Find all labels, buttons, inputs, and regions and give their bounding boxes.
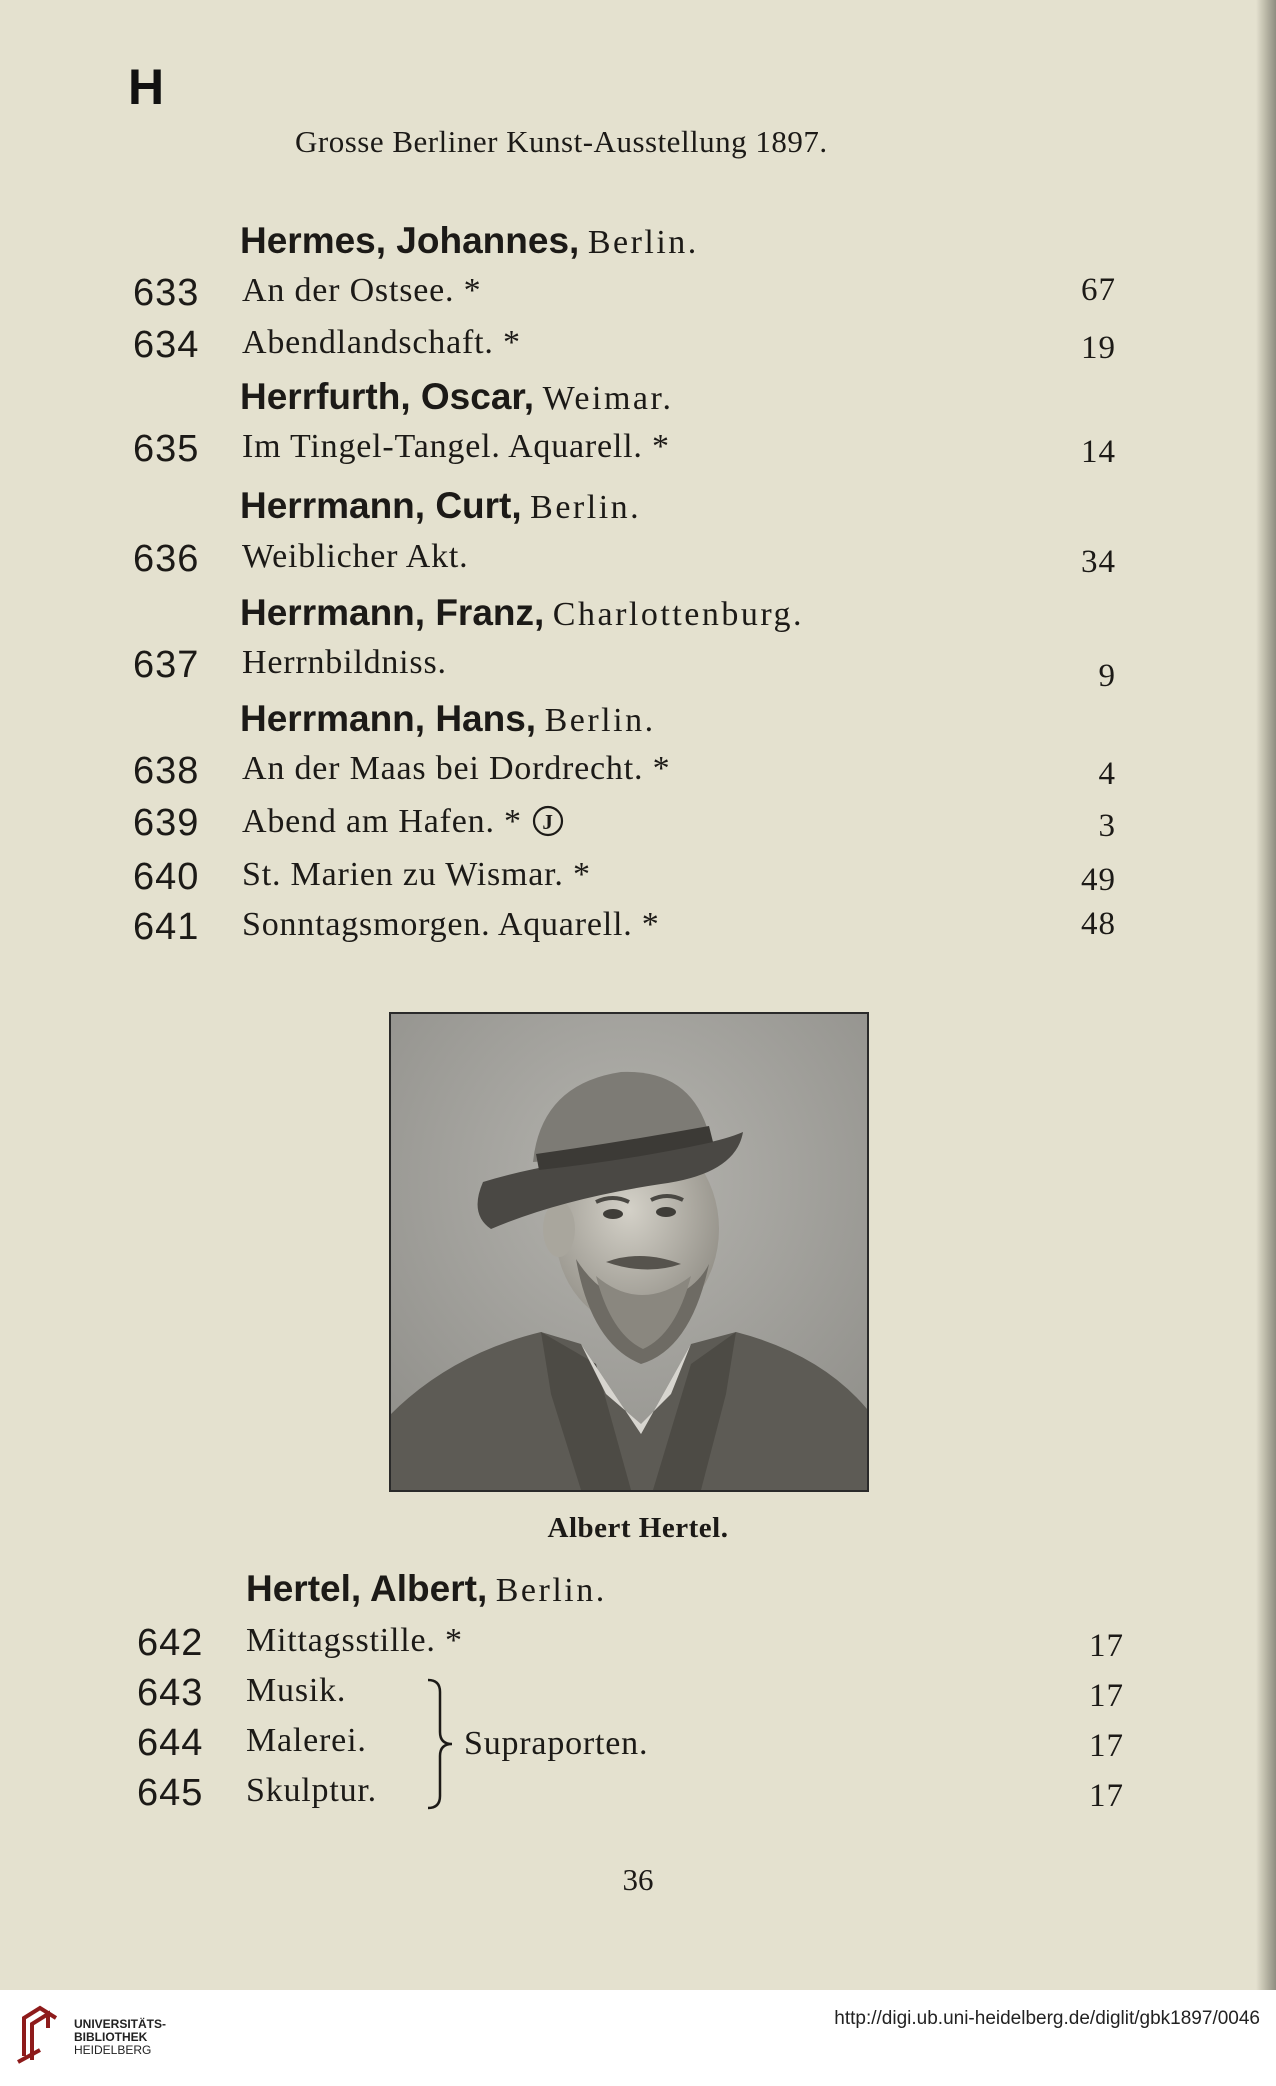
work-title: St. Marien zu Wismar. * xyxy=(242,856,591,893)
work-title: Malerei. xyxy=(246,1722,367,1759)
artist-name: Herrmann, Curt, xyxy=(240,485,522,526)
artist-name: Hertel, Albert, xyxy=(246,1568,488,1609)
artist-city: Charlottenburg. xyxy=(552,596,805,633)
plate-number: 17 xyxy=(1089,1628,1124,1664)
library-name-line: UNIVERSITÄTS- xyxy=(74,2017,167,2031)
artist-city: Berlin. xyxy=(530,489,642,526)
catalogue-number: 637 xyxy=(133,644,200,686)
plate-number: 48 xyxy=(1081,906,1116,942)
portrait-illustration xyxy=(391,1014,867,1490)
jury-mark-letter: J xyxy=(542,810,554,834)
library-name-line: BIBLIOTHEK xyxy=(74,2030,148,2044)
catalogue-entry xyxy=(0,804,1276,856)
page-number: 36 xyxy=(622,1862,654,1897)
work-title-text: Abend am Hafen. * xyxy=(242,803,522,840)
catalogue-number: 641 xyxy=(133,906,200,948)
brace-icon xyxy=(424,1678,458,1810)
plate-number: 4 xyxy=(1098,756,1116,792)
work-title: Skulptur. xyxy=(246,1772,377,1809)
work-title: Mittagsstille. * xyxy=(246,1622,463,1659)
plate-number: 49 xyxy=(1081,862,1116,898)
plate-number: 3 xyxy=(1098,808,1116,844)
catalogue-entry xyxy=(0,326,1276,378)
artist-heading xyxy=(0,222,1276,274)
catalogue-number: 640 xyxy=(133,856,200,898)
catalogue-number: 643 xyxy=(137,1672,204,1714)
catalogue-entry xyxy=(0,908,1276,960)
plate-number: 17 xyxy=(1089,1728,1124,1764)
artist-heading xyxy=(0,1570,1276,1622)
catalogue-entry xyxy=(0,1774,1276,1826)
artist-heading xyxy=(0,700,1276,752)
artist-city: Berlin. xyxy=(544,702,656,739)
library-logo-icon xyxy=(14,2004,64,2066)
catalogue-number: 642 xyxy=(137,1622,204,1664)
work-title xyxy=(242,804,565,839)
running-head: Grosse Berliner Kunst-Ausstellung 1897. xyxy=(295,124,828,159)
work-title: Herrnbildniss. xyxy=(242,644,447,681)
plate-number: 14 xyxy=(1081,434,1116,470)
catalogue-entry xyxy=(0,1674,1276,1726)
catalogue-entry xyxy=(0,274,1276,326)
work-title: Abendlandschaft. * xyxy=(242,324,521,361)
artist-name: Herrfurth, Oscar, xyxy=(240,376,535,417)
artist-heading xyxy=(0,378,1276,430)
work-title: Musik. xyxy=(246,1672,347,1709)
catalogue-entry xyxy=(0,752,1276,804)
work-title: Weiblicher Akt. xyxy=(242,538,469,575)
plate-number: 67 xyxy=(1081,272,1116,308)
portrait-photo xyxy=(389,1012,869,1492)
brace-group-label: Supraporten. xyxy=(464,1725,649,1762)
register-letter: H xyxy=(128,59,165,115)
digitization-footer xyxy=(0,1990,1276,2086)
artist-name: Herrmann, Hans, xyxy=(240,698,537,739)
artist-name: Herrmann, Franz, xyxy=(240,592,545,633)
artist-name: Hermes, Johannes, xyxy=(240,220,580,261)
catalogue-entry xyxy=(0,646,1276,698)
catalogue-number: 638 xyxy=(133,750,200,792)
work-title: An der Maas bei Dordrecht. * xyxy=(242,750,671,787)
work-title: Sonntagsmorgen. Aquarell. * xyxy=(242,906,660,943)
catalogue-entry xyxy=(0,858,1276,910)
catalogue-number: 645 xyxy=(137,1772,204,1814)
jury-mark-icon xyxy=(531,804,565,838)
plate-number: 17 xyxy=(1089,1778,1124,1814)
artist-heading xyxy=(0,594,1276,646)
catalogue-number: 634 xyxy=(133,324,200,366)
source-url-link[interactable]: http://digi.ub.uni-heidelberg.de/diglit/gbk1897/0046 xyxy=(834,2008,1260,2029)
library-name-line: HEIDELBERG xyxy=(74,2043,152,2057)
artist-city: Berlin. xyxy=(495,1572,607,1609)
catalogue-entry xyxy=(0,540,1276,592)
plate-number: 34 xyxy=(1081,544,1116,580)
catalogue-number: 636 xyxy=(133,538,200,580)
catalogue-entry xyxy=(0,430,1276,482)
plate-number: 9 xyxy=(1098,658,1116,694)
artist-city: Weimar. xyxy=(542,380,674,417)
work-title: Im Tingel-Tangel. Aquarell. * xyxy=(242,428,670,465)
plate-number: 17 xyxy=(1089,1678,1124,1714)
plate-number: 19 xyxy=(1081,330,1116,366)
portrait-caption: Albert Hertel. xyxy=(547,1512,729,1544)
artist-heading xyxy=(0,487,1276,539)
catalogue-number: 635 xyxy=(133,428,200,470)
catalogue-number: 633 xyxy=(133,272,200,314)
catalogue-number: 644 xyxy=(137,1722,204,1764)
catalogue-number: 639 xyxy=(133,802,200,844)
artist-city: Berlin. xyxy=(587,224,699,261)
library-name xyxy=(74,2018,166,2057)
catalogue-entry xyxy=(0,1624,1276,1676)
work-title: An der Ostsee. * xyxy=(242,272,482,309)
